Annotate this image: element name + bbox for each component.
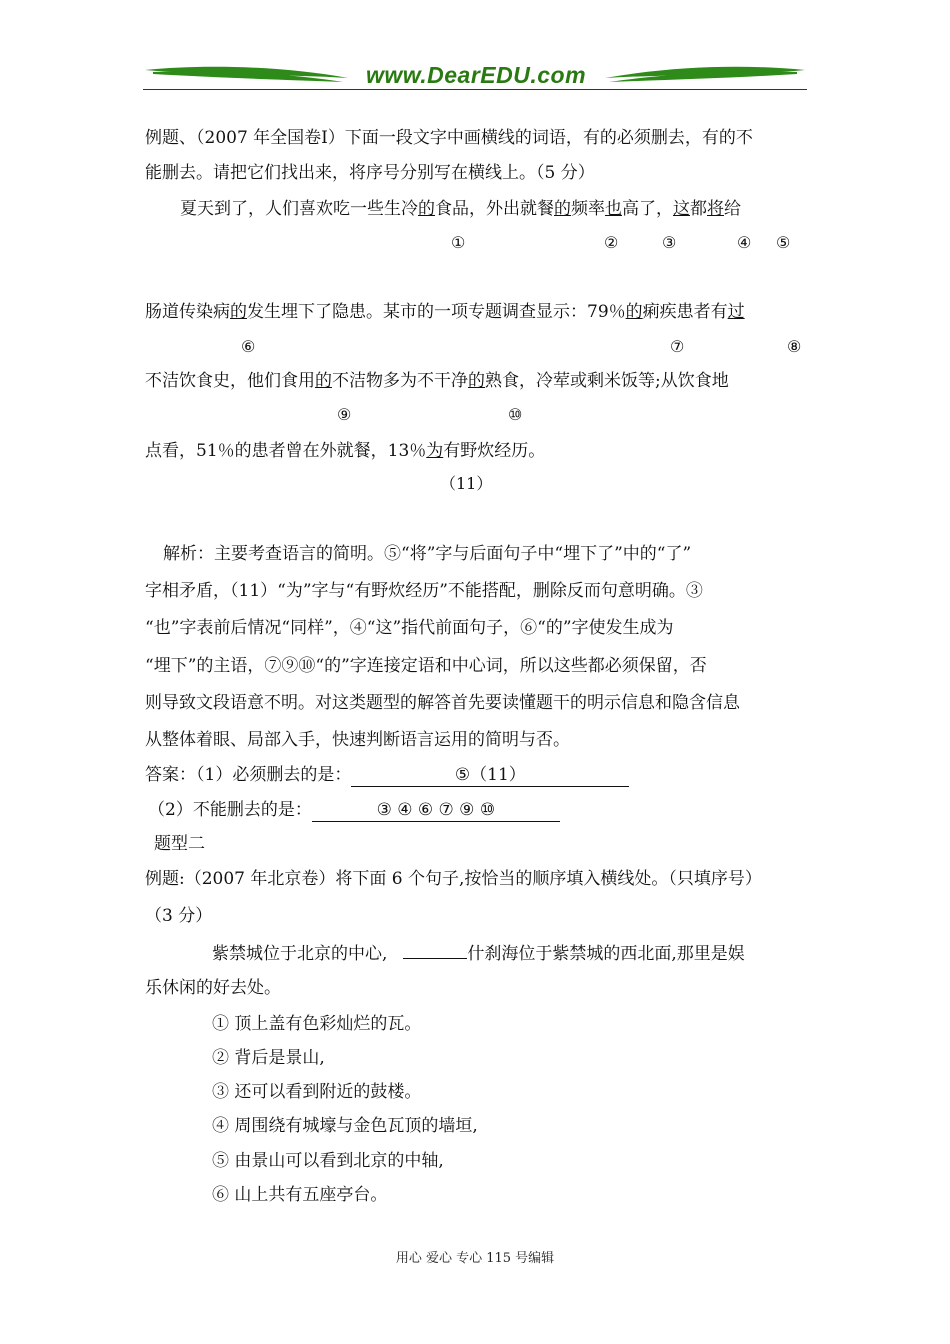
site-logo-text[interactable]: www.DearEDU.com — [365, 62, 587, 88]
marker-1: ① — [451, 233, 466, 252]
analysis-line-6: 从整体着眼、局部入手，快速判断语言运用的简明与否。 — [145, 730, 570, 750]
q1-passage-line-4: 点看，51％的患者曾在外就餐，13％为有野炊经历。 — [145, 441, 546, 461]
marker-3: ③ — [662, 233, 677, 252]
q1-prompt-line-2: 能删去。请把它们找出来，将序号分别写在横线上。（5 分） — [145, 163, 595, 183]
marker-11: （11） — [440, 474, 493, 493]
q1-prompt-line-1: 例题、（2007 年全国卷Ⅰ）下面一段文字中画横线的词语，有的必须删去，有的不 — [145, 128, 753, 148]
marker-5: ⑤ — [776, 233, 791, 252]
marker-7: ⑦ — [670, 337, 685, 356]
answer-line-2: （2）不能删去的是： ③ ④ ⑥ ⑦ ⑨ ⑩ — [148, 799, 560, 822]
analysis-line-4: “埋下”的主语，⑦⑨⑩“的”字连接定语和中心词，所以这些都必须保留，否 — [145, 656, 707, 676]
q2-prompt-line-1: 例题:（2007 年北京卷）将下面 6 个句子,按恰当的顺序填入横线处。（只填序号） — [145, 869, 762, 889]
question-type-title: 题型二 — [154, 834, 205, 854]
marker-10: ⑩ — [508, 405, 523, 424]
q1-passage-line-2: 肠道传染病的发生埋下了隐患。某市的一项专题调查显示：79％的痢疾患者有过 — [145, 302, 745, 322]
marker-9: ⑨ — [337, 405, 352, 424]
marker-6: ⑥ — [241, 337, 256, 356]
q2-passage-line-1: 紫禁城位于北京的中心, 什刹海位于紫禁城的西北面,那里是娱 — [212, 940, 745, 965]
option-5: ⑤ 由景山可以看到北京的中轴, — [212, 1151, 444, 1171]
header-divider — [143, 89, 807, 90]
answer-blank-2: ③ ④ ⑥ ⑦ ⑨ ⑩ — [312, 799, 560, 822]
analysis-line-5: 则导致文段语意不明。对这类题型的解答首先要读懂题干的明示信息和隐含信息 — [145, 693, 740, 713]
marker-4: ④ — [737, 233, 752, 252]
marker-2: ② — [604, 233, 619, 252]
option-1: ① 顶上盖有色彩灿烂的瓦。 — [212, 1014, 422, 1034]
option-4: ④ 周围绕有城壕与金色瓦顶的墙垣, — [212, 1116, 478, 1136]
q1-passage-line-3: 不洁饮食史，他们食用的不洁物多为不干净的熟食，冷荤或剩米饭等;从饮食地 — [145, 371, 729, 391]
page-footer: 用心 爱心 专心 115 号编辑 — [395, 1251, 555, 1266]
q1-passage-line-1: 夏天到了，人们喜欢吃一些生冷的食品，外出就餐的频率也高了，这都将给 — [180, 199, 741, 219]
option-6: ⑥ 山上共有五座亭台。 — [212, 1185, 388, 1205]
analysis-line-3: “也”字表前后情况“同样”，④“这”指代前面句子，⑥“的”字使发生成为 — [145, 618, 674, 638]
answer-line-1: 答案：（1）必须删去的是： ⑤（11） — [145, 764, 629, 787]
fill-in-blank[interactable] — [403, 940, 467, 959]
option-3: ③ 还可以看到附近的鼓楼。 — [212, 1082, 422, 1102]
analysis-line-1: 解析：主要考查语言的简明。⑤“将”字与后面句子中“埋下了”中的“了” — [163, 544, 692, 564]
answer-blank-1: ⑤（11） — [351, 764, 629, 787]
q2-passage-line-2: 乐休闲的好去处。 — [145, 978, 281, 998]
marker-8: ⑧ — [787, 337, 802, 356]
option-2: ② 背后是景山, — [212, 1048, 325, 1068]
analysis-line-2: 字相矛盾，（11）“为”字与“有野炊经历”不能搭配，删除反而句意明确。③ — [145, 581, 703, 601]
q2-prompt-line-2: （3 分） — [145, 906, 213, 926]
